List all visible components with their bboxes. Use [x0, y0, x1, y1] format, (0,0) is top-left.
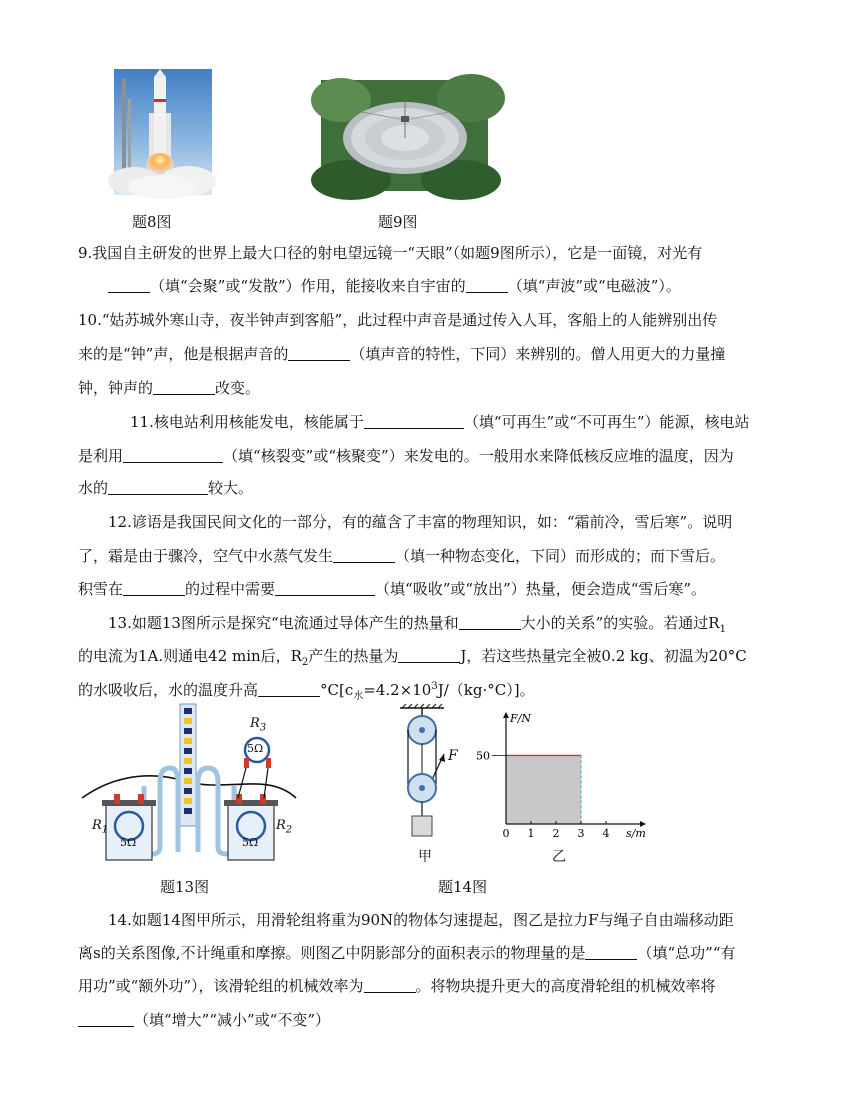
q13-line2: 的电流为1A.则通电42 min后，$R_2$产生的热量为 J，若这些热量完全被0.2 kg、初温为20°C [78, 647, 747, 668]
fig14-pulley-system [392, 704, 462, 844]
q11-line2: 是利用 （填“核裂变”或“核聚变”）来发电的。一般用水来降低核反应堆的温度，因为 [78, 447, 734, 465]
fig9-caption: 题9图 [378, 213, 418, 231]
answer-blank[interactable] [258, 682, 320, 697]
shaded-area [506, 755, 581, 824]
q10-line1: 10.“姑苏城外寒山寺，夜半钟声到客船”，此过程中声音是通过传入人耳，客船上的人能辨别出传 [78, 311, 718, 329]
q13-line1: 13.如题13图所示是探究“电流通过导体产生的热量和 大小的关系”的实验。若通过$R_1$ [108, 614, 726, 635]
x-axis-label: s/m [626, 827, 646, 840]
answer-blank[interactable] [108, 278, 150, 293]
q10-line2: 来的是“钟”声，他是根据声音的 （填声音的特性，下同）来辨别的。僧人用更大的力量撞 [78, 345, 726, 363]
rocket-launch-image [114, 69, 212, 195]
fig14-fs-graph [476, 708, 650, 842]
y-axis-arrow [503, 712, 509, 718]
q11-line3: 水的 较大。 [78, 479, 254, 497]
answer-blank[interactable] [466, 278, 508, 293]
q12-line2: 了，霜是由于骤冷，空气中水蒸气发生 （填一种物态变化，下同）而形成的；而下雪后。 [78, 547, 726, 565]
fig13-caption: 题13图 [160, 878, 210, 896]
y-axis-label: F/N [510, 712, 531, 725]
answer-blank[interactable] [275, 581, 375, 596]
fig13-apparatus [78, 702, 300, 862]
fig14-yi-label: 乙 [552, 849, 566, 865]
x-tick-label: 1 [527, 827, 535, 840]
q9-line1: 9.我国自主研发的世界上最大口径的射电望远镜一“天眼”（如题9图所示），它是一面镜，对光有 [78, 244, 703, 262]
q12-line1: 12.谚语是我国民间文化的一部分，有的蕴含了丰富的物理知识，如：“霜前冷，雪后寒”。说明 [108, 513, 733, 531]
answer-blank[interactable] [459, 615, 521, 630]
answer-blank[interactable] [123, 448, 223, 463]
q9-line2: （填“会聚”或“发散”）作用，能接收来自宇宙的 （填“声波”或“电磁波”）。 [108, 276, 828, 296]
x-tick-label: 2 [552, 827, 560, 840]
x-tick-label: 0 [502, 827, 510, 840]
q14-line2: 离s的关系图像,不计绳重和摩擦。则图乙中阴影部分的面积表示的物理量的是 （填“总功”“有 [78, 944, 736, 962]
q13-line3: 的水吸收后，水的温度升高 $^\circ C[c_水=4.2\times 10^3J/(kg\cdot^\circ C)]$。 [78, 681, 535, 702]
answer-blank[interactable] [78, 1012, 134, 1027]
q11-line1: 11.核电站利用核能发电，核能属于 （填“可再生”或“不可再生”）能源，核电站 [130, 413, 750, 431]
fig14-jia-label: 甲 [418, 849, 432, 865]
fig14-force-label: F [448, 748, 458, 764]
answer-blank[interactable] [288, 346, 350, 361]
answer-blank[interactable] [333, 548, 395, 563]
answer-blank[interactable] [153, 380, 215, 395]
fig13-r2-ohm: 5Ω [242, 836, 259, 849]
fig13-r3-label: $R_3$ [250, 716, 267, 734]
x-tick-label: 4 [602, 827, 610, 840]
q12-line3: 积雪在 的过程中需要 （填“吸收”或“放出”）热量，便会造成“雪后寒”。 [78, 580, 707, 598]
fig13-r3-ohm: 5Ω [247, 742, 264, 755]
fast-telescope-image [321, 80, 488, 191]
answer-blank[interactable] [123, 581, 185, 596]
q14-line3: 用功”或“额外功”），该滑轮组的机械效率为 。将物块提升更大的高度滑轮组的机械效率将 [78, 977, 716, 995]
q14-line4: （填“增大”“减小”或“不变”） [78, 1010, 798, 1030]
answer-blank[interactable] [364, 414, 464, 429]
x-tick-label: 3 [577, 827, 585, 840]
q10-line3: 钟，钟声的 改变。 [78, 379, 261, 397]
answer-blank[interactable] [585, 945, 637, 960]
fig8-caption: 题8图 [132, 213, 172, 231]
fig13-r2-label: $R_2$ [276, 818, 293, 836]
fig13-r1-label: $R_1$ [92, 818, 109, 836]
answer-blank[interactable] [108, 480, 208, 495]
y-tick-label: 50 [476, 749, 490, 763]
q14-line1: 14.如题14图甲所示，用滑轮组将重为90N的物体匀速提起，图乙是拉力F与绳子自由端移动距 [108, 911, 734, 929]
answer-blank[interactable] [364, 978, 416, 993]
answer-blank[interactable] [398, 648, 460, 663]
fig13-r1-ohm: 5Ω [120, 836, 137, 849]
fig14-caption: 题14图 [438, 878, 488, 896]
